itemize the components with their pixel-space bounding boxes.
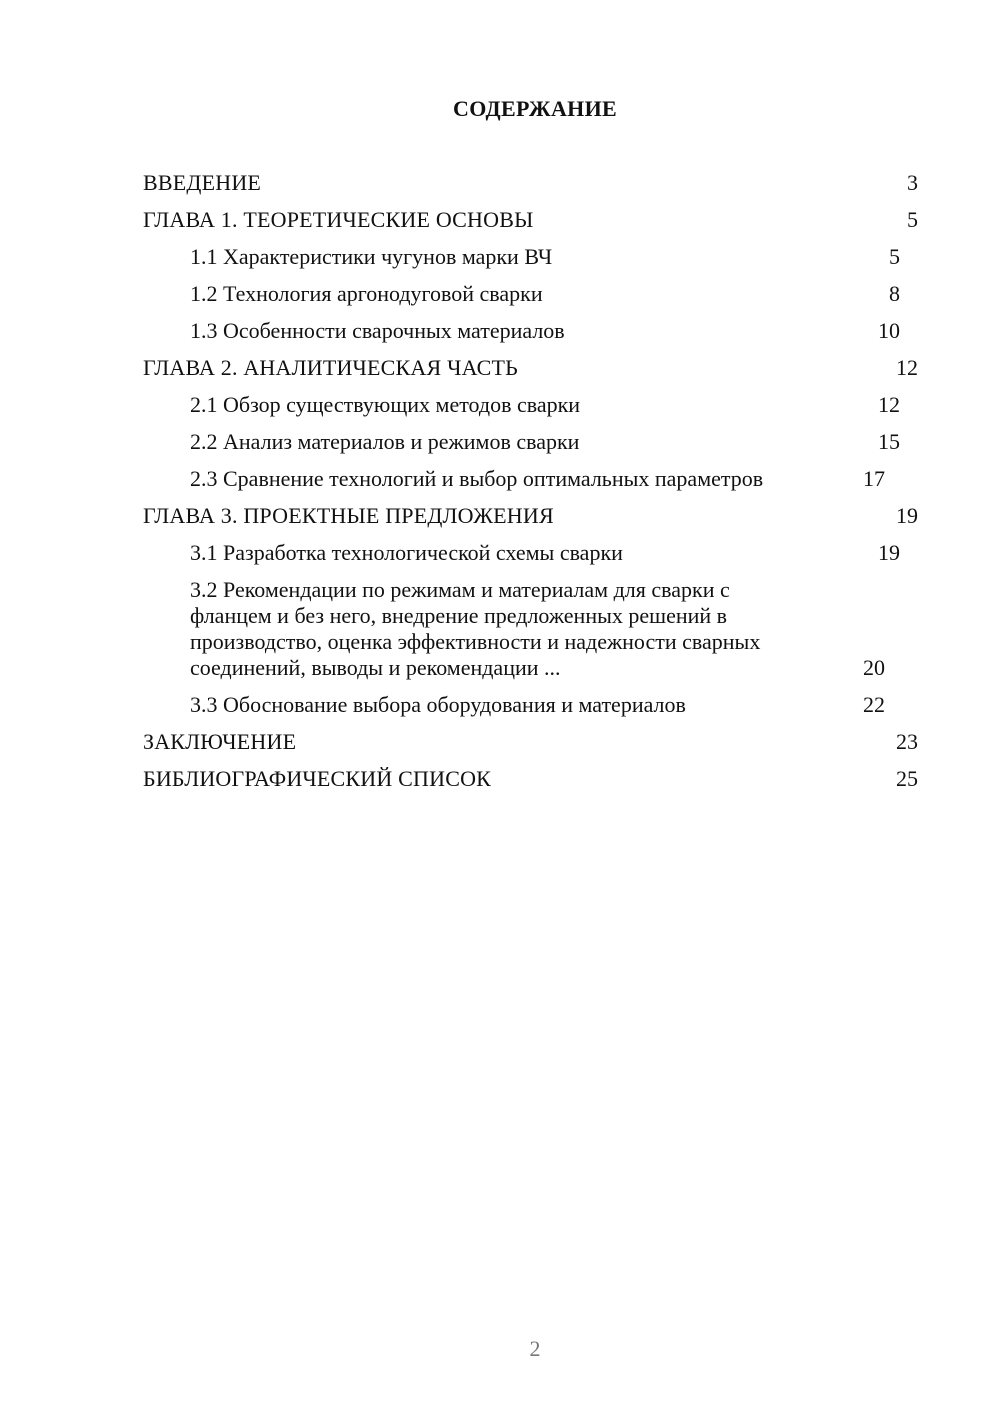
toc-entry-page: 5 xyxy=(907,207,918,232)
toc-entry-section-3-2 xyxy=(143,577,918,681)
toc-entry-page: 8 xyxy=(889,281,900,306)
toc-entry-page: 22 xyxy=(863,692,885,717)
toc-entry-section-1-2 xyxy=(143,281,918,307)
toc-entry-text: 2.3 Сравнение технологий и выбор оптимальных параметров xyxy=(190,466,764,491)
toc-entry-section-1-1 xyxy=(143,244,918,270)
toc-entry-chapter-3 xyxy=(143,503,918,529)
toc-entry-chapter-1 xyxy=(143,207,918,233)
toc-entry-text: 3.1 Разработка технологической схемы сварки xyxy=(190,540,623,565)
toc-entry-text: ЗАКЛЮЧЕНИЕ xyxy=(143,729,297,754)
toc-entry-bibliography xyxy=(143,766,918,792)
toc-entry-page: 17 xyxy=(863,466,885,491)
toc-entry-page: 15 xyxy=(878,429,900,454)
toc-entry-page: 12 xyxy=(896,355,918,380)
toc-entry-page: 3 xyxy=(907,170,918,195)
toc-entry-section-3-3 xyxy=(143,692,918,718)
toc-entry-section-1-3 xyxy=(143,318,918,344)
toc-entry-text: 3.3 Обоснование выбора оборудования и материалов xyxy=(190,692,686,717)
toc-entry-page: 19 xyxy=(878,540,900,565)
toc-entry-page: 20 xyxy=(863,655,885,680)
toc-entry-text: 2.2 Анализ материалов и режимов сварки xyxy=(190,429,580,454)
toc-entry-text: ВВЕДЕНИЕ xyxy=(143,170,262,195)
toc-entry-page: 23 xyxy=(896,729,918,754)
toc-entry-text: ГЛАВА 3. ПРОЕКТНЫЕ ПРЕДЛОЖЕНИЯ xyxy=(143,503,554,528)
toc-entry-section-3-1 xyxy=(143,540,918,566)
toc-entry-text: 2.1 Обзор существующих методов сварки xyxy=(190,392,581,417)
toc-entry-text: 1.3 Особенности сварочных материалов xyxy=(190,318,565,343)
table-of-contents xyxy=(143,170,918,803)
toc-entry-page: 19 xyxy=(896,503,918,528)
toc-entry-text: БИБЛИОГРАФИЧЕСКИЙ СПИСОК xyxy=(143,766,492,791)
toc-entry-page: 5 xyxy=(889,244,900,269)
toc-entry-page: 12 xyxy=(878,392,900,417)
toc-entry-section-2-1 xyxy=(143,392,918,418)
page-title: СОДЕРЖАНИЕ xyxy=(453,96,617,121)
toc-entry-page: 10 xyxy=(878,318,900,343)
toc-entry-conclusion xyxy=(143,729,918,755)
toc-entry-text: 1.2 Технология аргонодуговой сварки xyxy=(190,281,543,306)
page-number: 2 xyxy=(529,1336,541,1361)
toc-entry-text: ГЛАВА 2. АНАЛИТИЧЕСКАЯ ЧАСТЬ xyxy=(143,355,518,380)
toc-entry-text: 3.2 Рекомендации по режимам и материалам для сварки с фланцем и без него, внедрение предложенных решений в производство, оценка эффективности и надежности сварных соединений, выводы и рекомендации ... xyxy=(190,577,761,680)
toc-entry-text: 1.1 Характеристики чугунов марки ВЧ xyxy=(190,244,553,269)
toc-entry-section-2-2 xyxy=(143,429,918,455)
toc-entry-section-2-3 xyxy=(143,466,918,492)
toc-entry-page: 25 xyxy=(896,766,918,791)
toc-entry-chapter-2 xyxy=(143,355,918,381)
toc-entry-introduction xyxy=(143,170,918,196)
toc-entry-text: ГЛАВА 1. ТЕОРЕТИЧЕСКИЕ ОСНОВЫ xyxy=(143,207,534,232)
